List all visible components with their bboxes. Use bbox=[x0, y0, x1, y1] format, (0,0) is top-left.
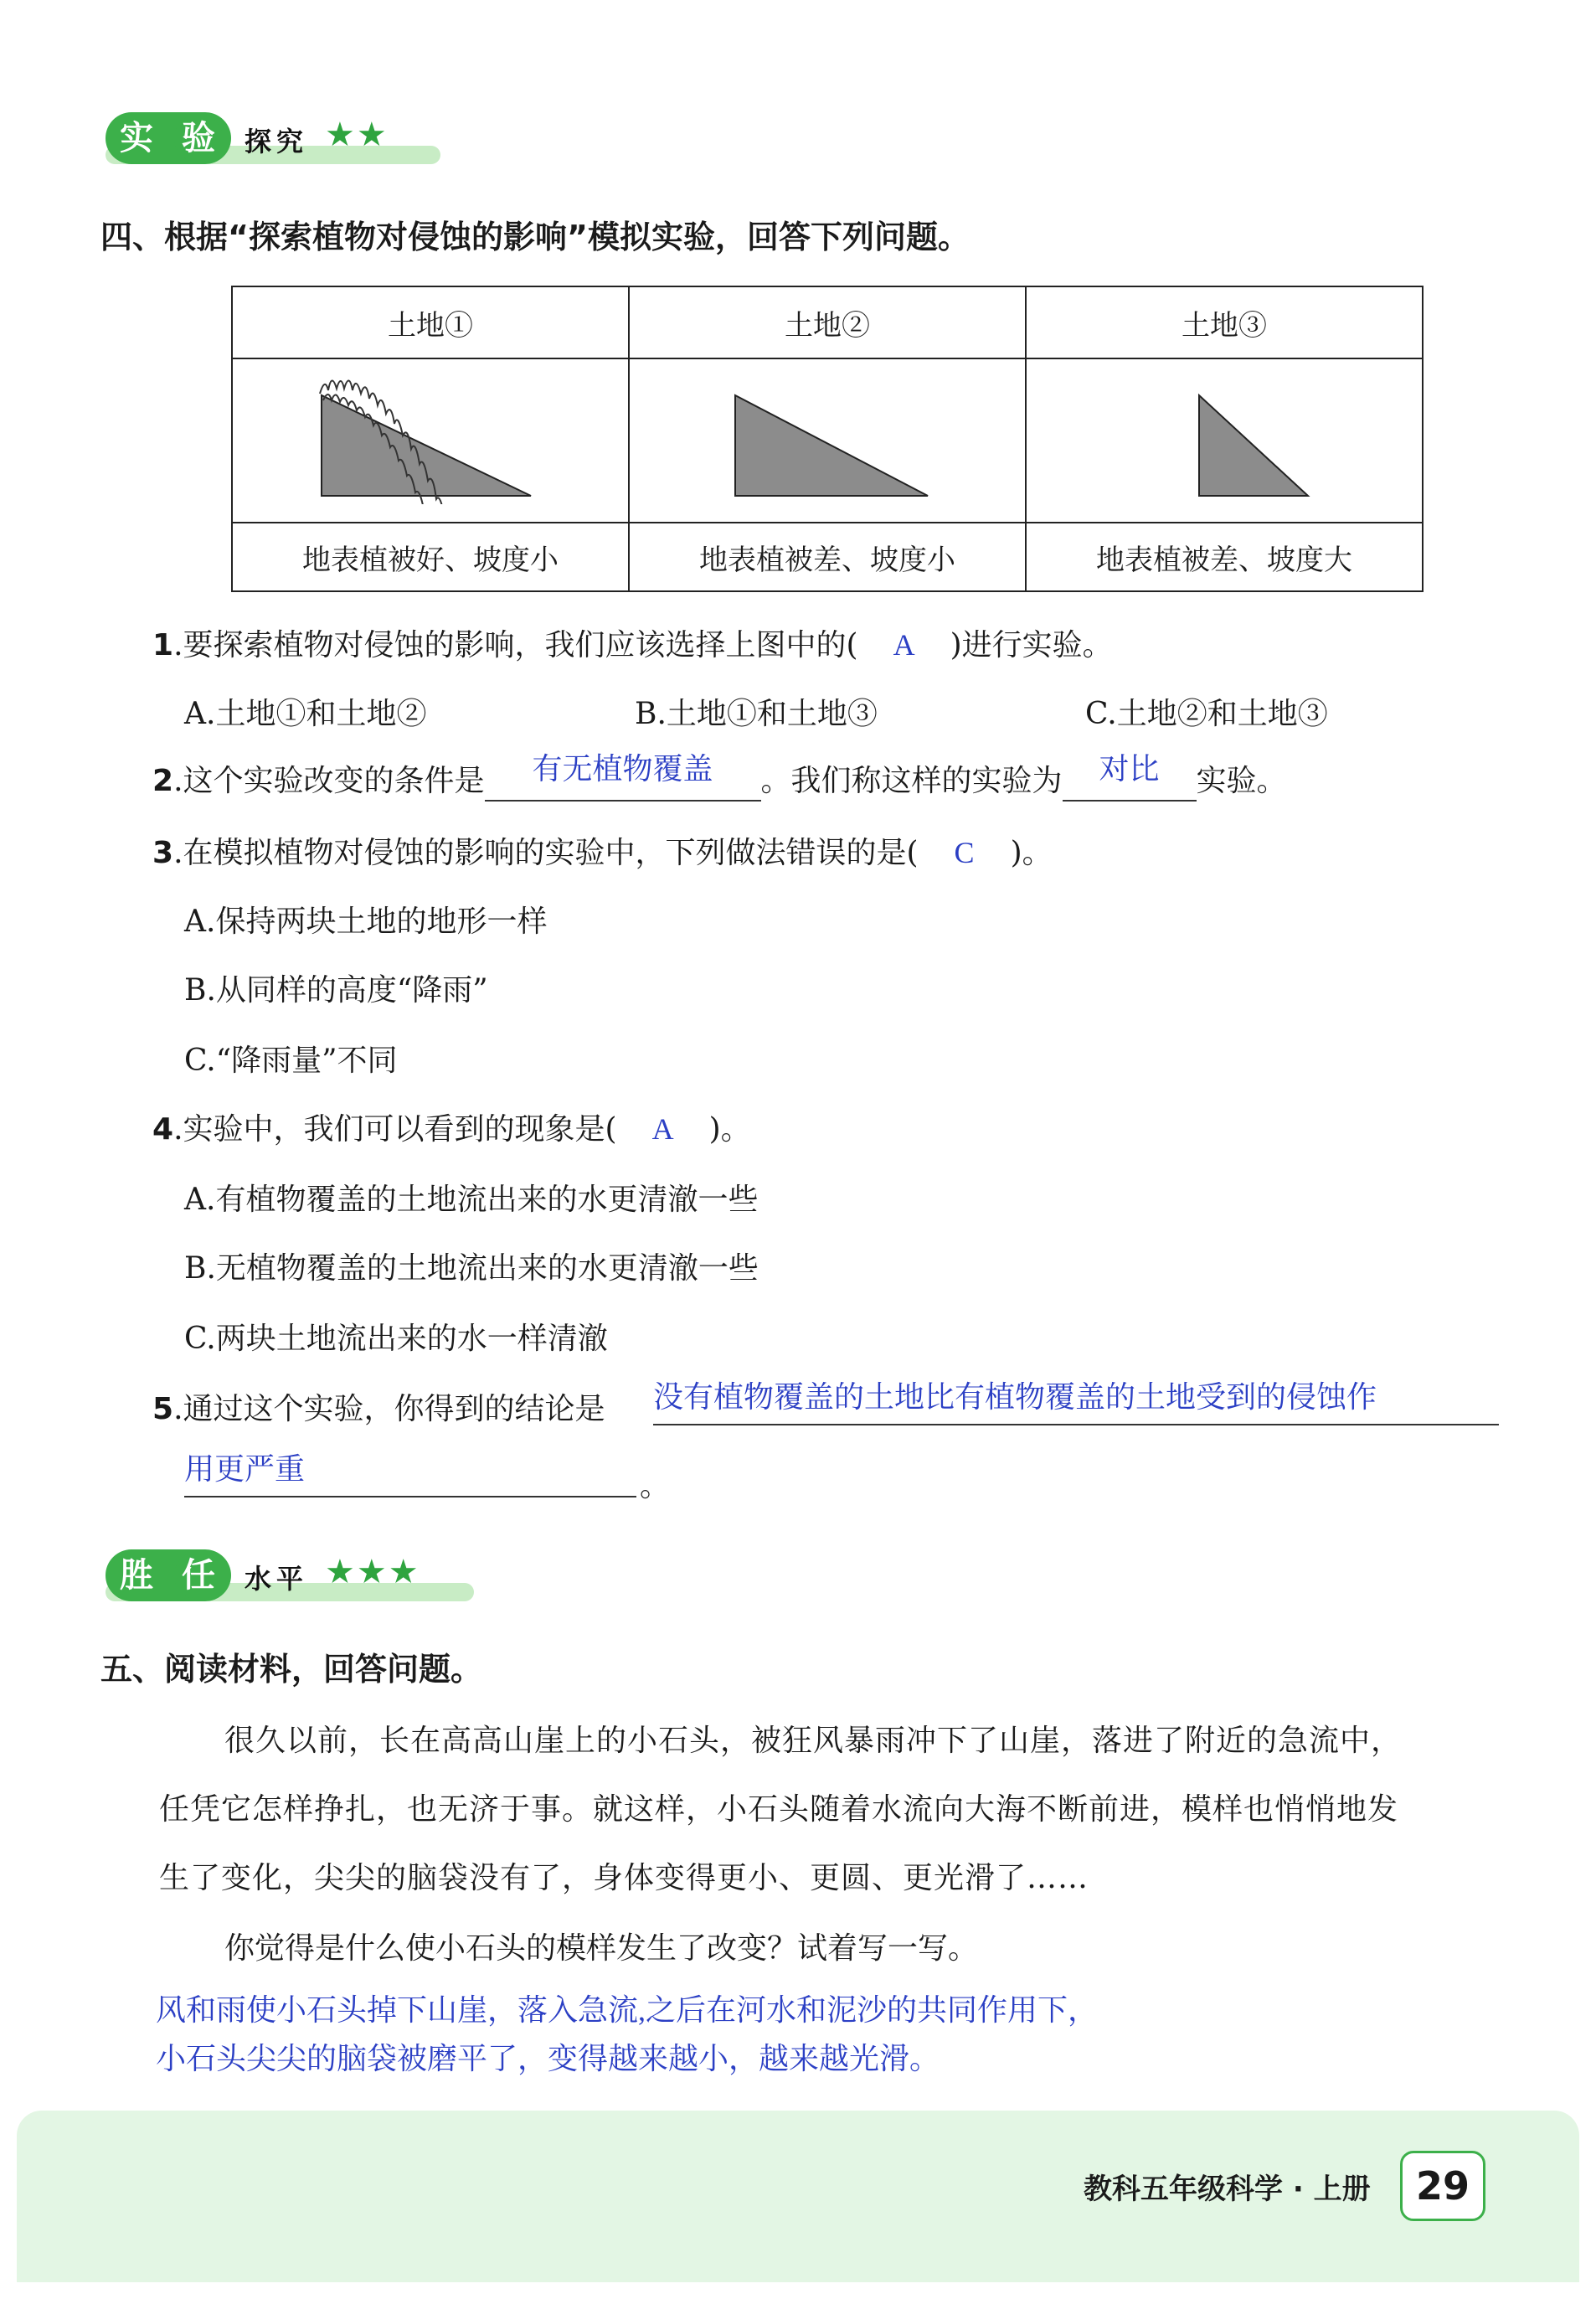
item-4-option-c[interactable]: C.两块土地流出来的水一样清澈 bbox=[184, 1322, 608, 1356]
item-5-answer-text-2: 用更严重 bbox=[184, 1452, 306, 1486]
difficulty-stars: ★★★ bbox=[325, 1553, 420, 1591]
page-number: 29 bbox=[1400, 2151, 1485, 2221]
item-number: 3 bbox=[152, 836, 174, 870]
item-5-question bbox=[152, 1385, 605, 1428]
q5-answer-line-1[interactable]: 风和雨使小石头掉下山崖，落入急流,之后在河水和泥沙的共同作用下， bbox=[156, 1993, 1099, 2027]
section-badge-competency bbox=[106, 1549, 474, 1605]
item-1-answer[interactable]: A bbox=[893, 628, 915, 662]
reading-paragraph-line-1: 很久以前，长在高高山崖上的小石头，被狂风暴雨冲下了山崖，落进了附近的急流中， bbox=[224, 1724, 1403, 1758]
land-3-illustration bbox=[1026, 358, 1423, 523]
item-2-text-b: 。我们称这样的实验为 bbox=[760, 764, 1063, 798]
badge-char-1: 实 bbox=[112, 114, 161, 162]
item-2-text-c: 实验。 bbox=[1196, 764, 1287, 798]
badge-char-2: 任 bbox=[174, 1551, 223, 1600]
land-1-description: 地表植被好、坡度小 bbox=[232, 523, 629, 591]
item-4-option-a[interactable]: A.有植物覆盖的土地流出来的水更清澈一些 bbox=[184, 1183, 759, 1217]
item-4-option-b[interactable]: B.无植物覆盖的土地流出来的水更清澈一些 bbox=[184, 1251, 759, 1286]
table-header-land-2: 土地② bbox=[629, 286, 1026, 358]
q5-answer-line-2[interactable]: 小石头尖尖的脑袋被磨平了，变得越来越小，越来越光滑。 bbox=[156, 2042, 940, 2075]
item-5-answer-line-1[interactable] bbox=[653, 1374, 1499, 1425]
slope-with-grass-icon bbox=[305, 370, 556, 504]
item-3-text-after: )。 bbox=[1010, 836, 1053, 870]
land-2-description: 地表植被差、坡度小 bbox=[629, 523, 1026, 591]
item-3-option-b[interactable]: B.从同样的高度“降雨” bbox=[184, 973, 488, 1008]
reading-paragraph-line-3: 生了变化，尖尖的脑袋没有了，身体变得更小、更圆、更光滑了…… bbox=[159, 1861, 1089, 1895]
badge-subtitle: 水平 bbox=[245, 1563, 309, 1595]
badge-subtitle: 探究 bbox=[245, 126, 309, 157]
item-1-option-c[interactable]: C.土地②和土地③ bbox=[1085, 697, 1328, 731]
table-header-land-3: 土地③ bbox=[1026, 286, 1423, 358]
item-5-answer-text-1: 没有植物覆盖的土地比有植物覆盖的土地受到的侵蚀作 bbox=[653, 1380, 1377, 1414]
experiment-table bbox=[231, 286, 1424, 592]
item-2-answer-b: 对比 bbox=[1099, 752, 1160, 786]
item-5-text-before: .通过这个实验，你得到的结论是 bbox=[173, 1392, 605, 1426]
item-1-question bbox=[152, 621, 1113, 664]
item-2-blank-a[interactable] bbox=[485, 752, 761, 802]
item-4-answer[interactable]: A bbox=[651, 1112, 674, 1146]
question-4-title: 四、根据“探索植物对侵蚀的影响”模拟实验，回答下列问题。 bbox=[100, 219, 970, 255]
item-3-option-c[interactable]: C.“降雨量”不同 bbox=[184, 1044, 398, 1078]
difficulty-stars: ★★ bbox=[325, 116, 389, 154]
item-3-option-a[interactable]: A.保持两块土地的地形一样 bbox=[184, 905, 548, 939]
item-3-question bbox=[152, 829, 1053, 872]
item-3-text-before: .在模拟植物对侵蚀的影响的实验中，下列做法错误的是( bbox=[173, 836, 919, 870]
item-2-answer-a: 有无植物覆盖 bbox=[532, 752, 713, 786]
gentle-slope-icon bbox=[702, 370, 953, 504]
item-number: 4 bbox=[152, 1112, 174, 1147]
item-4-text-before: .实验中，我们可以看到的现象是( bbox=[173, 1112, 617, 1147]
reading-paragraph-line-2: 任凭它怎样挣扎，也无济于事。就这样，小石头随着水流向大海不断前进，模样也悄悄地发 bbox=[159, 1792, 1399, 1827]
book-title: 教科五年级科学 · 上册 bbox=[1084, 2173, 1371, 2206]
item-2-question bbox=[152, 752, 1287, 802]
land-2-illustration bbox=[629, 358, 1026, 523]
table-header-land-1: 土地① bbox=[232, 286, 629, 358]
item-5-text-after: 。 bbox=[640, 1469, 671, 1503]
badge-char-1: 胜 bbox=[112, 1551, 161, 1600]
item-1-text-before: .要探索植物对侵蚀的影响，我们应该选择上图中的( bbox=[173, 628, 858, 662]
item-number: 2 bbox=[152, 764, 174, 798]
land-1-illustration bbox=[232, 358, 629, 523]
question-5-title: 五、阅读材料，回答问题。 bbox=[100, 1651, 483, 1688]
land-3-description: 地表植被差、坡度大 bbox=[1026, 523, 1423, 591]
item-2-text-a: .这个实验改变的条件是 bbox=[173, 764, 485, 798]
item-2-blank-b[interactable] bbox=[1063, 752, 1197, 802]
q5-prompt: 你觉得是什么使小石头的模样发生了改变？试着写一写。 bbox=[224, 1931, 979, 1966]
item-1-text-after: )进行实验。 bbox=[950, 628, 1113, 662]
item-3-answer[interactable]: C bbox=[954, 836, 975, 869]
item-number: 5 bbox=[152, 1392, 174, 1426]
badge-char-2: 验 bbox=[174, 114, 223, 162]
item-4-text-after: )。 bbox=[708, 1112, 751, 1147]
item-5-answer-line-2[interactable] bbox=[184, 1446, 636, 1497]
item-1-option-b[interactable]: B.土地①和土地③ bbox=[635, 697, 878, 731]
steep-slope-icon bbox=[1099, 370, 1350, 504]
item-number: 1 bbox=[152, 628, 174, 662]
item-1-option-a[interactable]: A.土地①和土地② bbox=[184, 697, 427, 731]
section-badge-experiment bbox=[106, 112, 440, 168]
item-4-question bbox=[152, 1106, 751, 1148]
